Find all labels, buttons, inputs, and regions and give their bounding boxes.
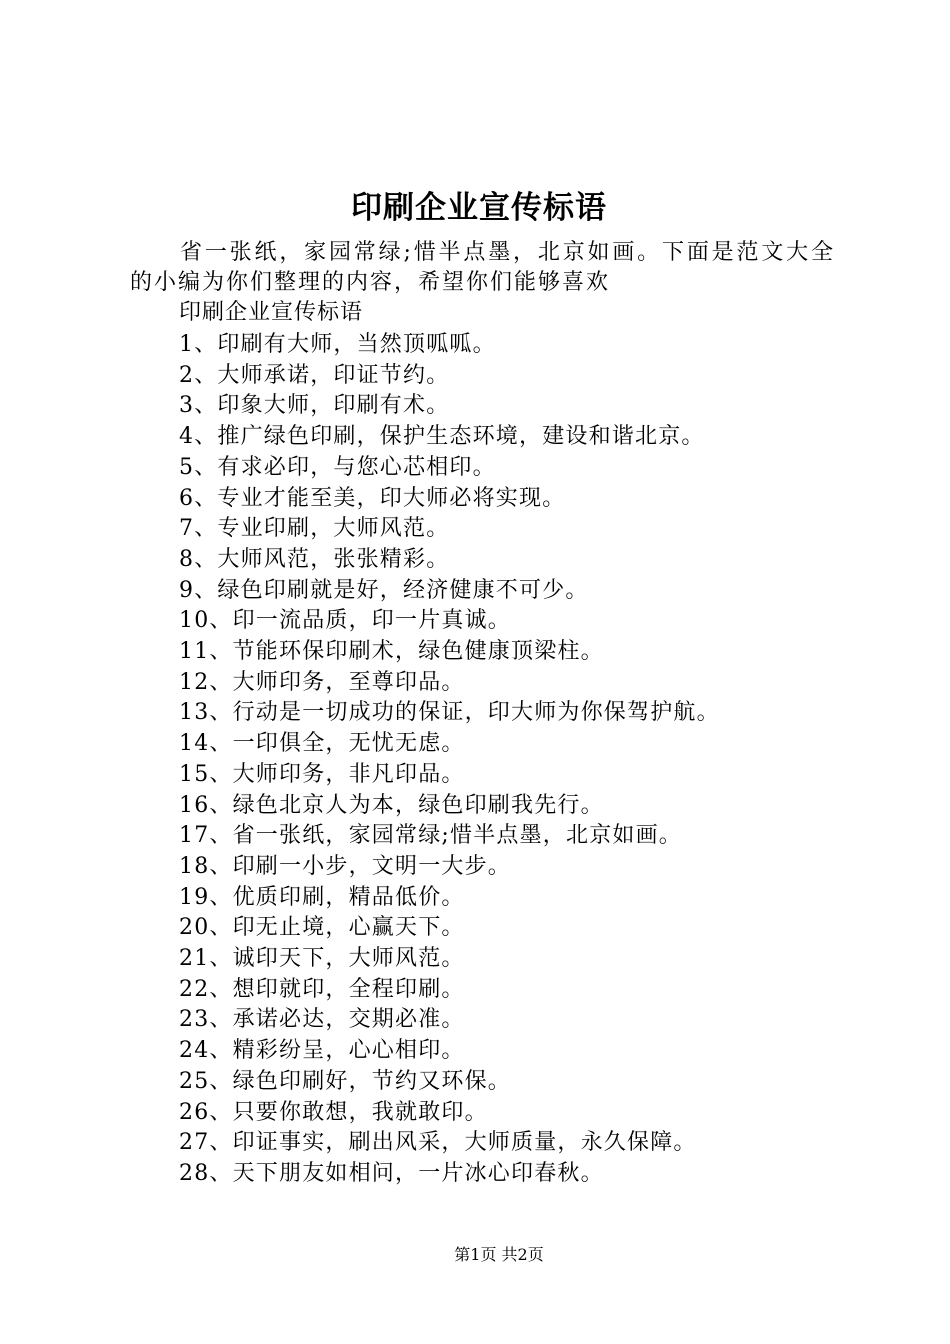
slogan-item: 3、印象大师，印刷有术。 (179, 393, 450, 419)
slogan-item: 23、承诺必达，交期必准。 (179, 1007, 465, 1033)
slogan-item: 27、印证事实，刷出风采，大师质量，永久保障。 (179, 1130, 697, 1156)
slogan-item: 26、只要你敢想，我就敢印。 (179, 1099, 488, 1125)
slogan-item: 18、印刷一小步，文明一大步。 (179, 853, 511, 879)
slogan-item: 15、大师印务，非凡印品。 (179, 761, 465, 787)
document-title: 印刷企业宣传标语 (351, 190, 607, 226)
slogan-item: 11、节能环保印刷术，绿色健康顶梁柱。 (179, 639, 604, 665)
slogan-item: 13、行动是一切成功的保证，印大师为你保驾护航。 (179, 700, 720, 726)
slogan-item: 10、印一流品质，印一片真诚。 (179, 608, 511, 634)
slogan-item: 25、绿色印刷好，节约又环保。 (179, 1068, 511, 1094)
slogan-list (179, 330, 720, 1190)
slogan-item: 5、有求必印，与您心芯相印。 (179, 454, 496, 480)
slogan-item: 16、绿色北京人为本，绿色印刷我先行。 (179, 792, 604, 818)
slogan-item: 2、大师承诺，印证节约。 (179, 362, 450, 388)
slogan-item: 17、省一张纸，家园常绿;惜半点墨，北京如画。 (179, 823, 683, 849)
slogan-item: 9、绿色印刷就是好，经济健康不可少。 (179, 577, 589, 603)
slogan-item: 19、优质印刷，精品低价。 (179, 884, 465, 910)
intro-paragraph: 省一张纸，家园常绿;惜半点墨，北京如画。下面是范文大全的小编为你们整理的内容，希望你们能够喜欢 (130, 240, 835, 295)
slogan-item: 24、精彩纷呈，心心相印。 (179, 1038, 465, 1064)
slogan-item: 14、一印俱全，无忧无虑。 (179, 731, 465, 757)
slogan-item: 22、想印就印，全程印刷。 (179, 976, 465, 1002)
slogan-item: 6、专业才能至美，印大师必将实现。 (179, 485, 566, 511)
slogan-item: 7、专业印刷，大师风范。 (179, 516, 450, 542)
slogan-item: 12、大师印务，至尊印品。 (179, 669, 465, 695)
slogan-item: 28、天下朋友如相问，一片冰心印春秋。 (179, 1160, 604, 1186)
slogan-item: 4、推广绿色印刷，保护生态环境，建设和谐北京。 (179, 424, 705, 450)
slogan-item: 21、诚印天下，大师风范。 (179, 946, 465, 972)
slogan-item: 1、印刷有大师，当然顶呱呱。 (179, 332, 496, 357)
slogan-item: 20、印无止境，心赢天下。 (179, 915, 465, 941)
slogan-item: 8、大师风范，张张精彩。 (179, 546, 450, 572)
page-indicator: 第1页 共2页 (454, 1245, 544, 1264)
section-heading: 印刷企业宣传标语 (179, 300, 364, 325)
